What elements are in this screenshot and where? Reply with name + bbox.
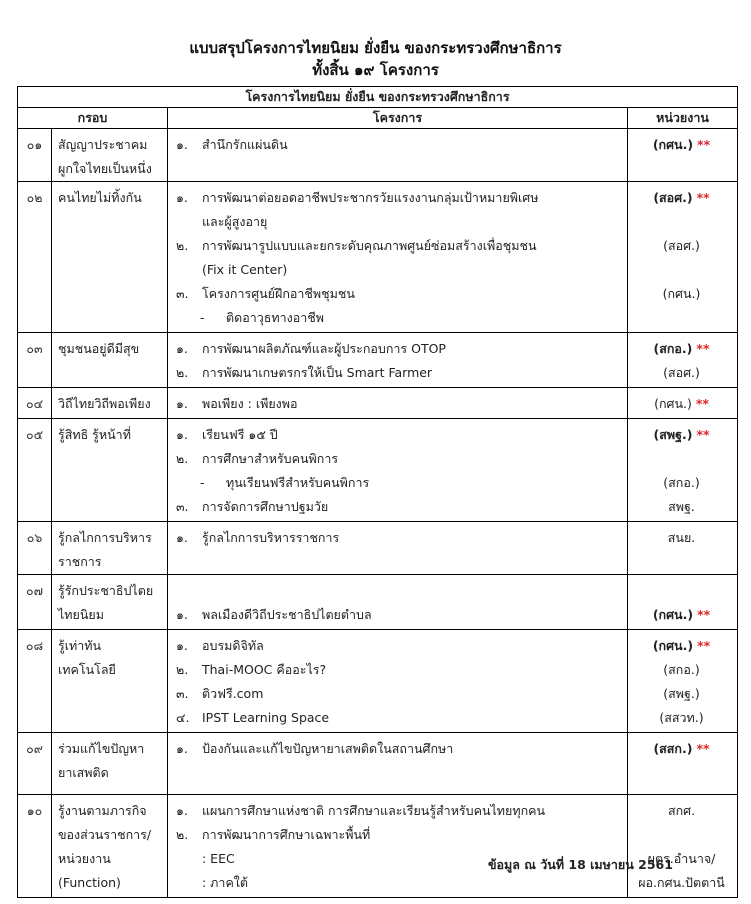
bullet-dash: - bbox=[200, 310, 205, 325]
project-text: เรียนฟรี ๑๕ ปี bbox=[202, 427, 278, 442]
project-line bbox=[176, 526, 623, 550]
agency-line bbox=[632, 186, 731, 210]
project-index: ๒. bbox=[176, 827, 189, 842]
table-row bbox=[18, 733, 738, 795]
priority-marker: ** bbox=[696, 341, 710, 356]
project-cell bbox=[168, 388, 628, 419]
project-line bbox=[176, 603, 623, 627]
header-project: โครงการ bbox=[168, 108, 628, 129]
table-row bbox=[18, 630, 738, 733]
project-text: และผู้สูงอายุ bbox=[202, 214, 268, 229]
project-line bbox=[176, 447, 623, 471]
project-index: ๒. bbox=[176, 238, 189, 253]
agency-name: (สพฐ.) bbox=[653, 427, 693, 442]
group-label: (Function) bbox=[58, 875, 121, 890]
group-cell bbox=[52, 388, 168, 419]
agency-line bbox=[632, 737, 731, 761]
project-index: ๑. bbox=[176, 396, 188, 411]
row-number: ๐๗ bbox=[18, 575, 52, 630]
priority-marker: ** bbox=[695, 396, 709, 411]
project-text: รู้กลไกการบริหารราชการ bbox=[202, 530, 340, 545]
row-number: ๐๙ bbox=[18, 733, 52, 795]
project-line bbox=[176, 706, 623, 730]
agency-line bbox=[632, 579, 731, 603]
agency-line bbox=[632, 423, 731, 447]
project-line bbox=[176, 423, 623, 447]
project-text: การจัดการศึกษาปฐมวัย bbox=[202, 499, 329, 514]
project-line bbox=[176, 258, 623, 282]
agency-name: (สอศ.) bbox=[663, 238, 700, 253]
project-index: ๑. bbox=[176, 341, 188, 356]
header-group: กรอบ bbox=[18, 108, 168, 129]
group-label: รู้กลไกการบริหาร bbox=[58, 530, 152, 545]
agency-line bbox=[632, 337, 731, 361]
table-caption: โครงการไทยนิยม ยั่งยืน ของกระทรวงศึกษาธิการ bbox=[18, 87, 738, 108]
table-row bbox=[18, 522, 738, 575]
table-row bbox=[18, 419, 738, 522]
agency-line bbox=[632, 471, 731, 495]
project-text: (Fix it Center) bbox=[202, 262, 288, 277]
project-index: ๒. bbox=[176, 662, 189, 677]
row-number: ๐๒ bbox=[18, 182, 52, 333]
group-cell bbox=[52, 182, 168, 333]
project-line bbox=[176, 234, 623, 258]
agency-line bbox=[632, 258, 731, 282]
project-text: อบรมดิจิทัล bbox=[202, 638, 264, 653]
project-text: การพัฒนาเกษตรกรให้เป็น Smart Farmer bbox=[202, 365, 433, 380]
agency-name: สนย. bbox=[667, 530, 696, 545]
project-text: สำนึกรักแผ่นดิน bbox=[202, 137, 288, 152]
group-label: รู้สิทธิ รู้หน้าที่ bbox=[58, 427, 131, 442]
project-line bbox=[176, 737, 623, 761]
agency-line bbox=[632, 282, 731, 306]
priority-marker: ** bbox=[697, 137, 711, 152]
agency-cell bbox=[628, 733, 738, 795]
agency-line bbox=[632, 526, 731, 550]
project-line bbox=[176, 799, 623, 823]
document-title: แบบสรุปโครงการไทยนิยม ยั่งยืน ของกระทรวงศึกษาธิการ bbox=[189, 39, 562, 57]
agency-cell bbox=[628, 129, 738, 182]
project-text: : EEC bbox=[202, 851, 235, 866]
agency-line bbox=[632, 306, 731, 330]
project-text: Thai-MOOC คืออะไร? bbox=[202, 662, 327, 677]
agency-cell bbox=[628, 575, 738, 630]
row-number: ๑๐ bbox=[18, 795, 52, 898]
agency-name: ผตร.อำนาจ/ bbox=[647, 851, 716, 866]
agency-name: (กศน.) bbox=[662, 286, 701, 301]
agency-line bbox=[632, 210, 731, 234]
group-cell bbox=[52, 575, 168, 630]
project-line bbox=[176, 658, 623, 682]
project-line bbox=[176, 186, 623, 210]
project-line bbox=[176, 471, 623, 495]
group-label: ของส่วนราชการ/ bbox=[58, 827, 152, 842]
project-index: ๓. bbox=[176, 686, 189, 701]
project-index: ๑. bbox=[176, 803, 188, 818]
agency-name: (สกอ.) bbox=[663, 662, 700, 677]
table-row bbox=[18, 388, 738, 419]
agency-name: (กศน.) bbox=[652, 607, 694, 622]
table-row bbox=[18, 795, 738, 898]
agency-cell bbox=[628, 333, 738, 388]
project-text: ติดอาวุธทางอาชีพ bbox=[226, 310, 325, 325]
agency-name: (สสก.) bbox=[653, 741, 693, 756]
row-number: ๐๓ bbox=[18, 333, 52, 388]
project-cell bbox=[168, 419, 628, 522]
group-label: ร่วมแก้ไขปัญหา bbox=[58, 741, 145, 756]
project-text: แผนการศึกษาแห่งชาติ การศึกษาและเรียนรู้สำหรับคนไทยทุกคน bbox=[202, 803, 546, 818]
agency-cell bbox=[628, 795, 738, 898]
group-label: ไทยนิยม bbox=[58, 607, 104, 622]
group-cell bbox=[52, 419, 168, 522]
project-cell bbox=[168, 129, 628, 182]
group-cell bbox=[52, 129, 168, 182]
table-row bbox=[18, 333, 738, 388]
agency-line bbox=[632, 133, 731, 157]
project-line bbox=[176, 306, 623, 330]
project-cell bbox=[168, 795, 628, 898]
agency-name: (สกอ.) bbox=[653, 341, 693, 356]
project-text: ทุนเรียนฟรีสำหรับคนพิการ bbox=[226, 475, 370, 490]
project-cell bbox=[168, 733, 628, 795]
agency-cell bbox=[628, 630, 738, 733]
project-index: ๑. bbox=[176, 638, 188, 653]
table-body bbox=[18, 129, 738, 898]
agency-line bbox=[632, 823, 731, 847]
group-label: วิถีไทยวิถีพอเพียง bbox=[58, 396, 151, 411]
group-label: คนไทยไม่ทิ้งกัน bbox=[58, 190, 142, 205]
project-text: การพัฒนาผลิตภัณฑ์และผู้ประกอบการ OTOP bbox=[202, 341, 446, 356]
project-index: ๑. bbox=[176, 741, 188, 756]
group-label: สัญญาประชาคม bbox=[58, 137, 148, 152]
row-number: ๐๑ bbox=[18, 129, 52, 182]
priority-marker: ** bbox=[697, 638, 711, 653]
agency-name: (สสวท.) bbox=[659, 710, 704, 725]
project-index: ๑. bbox=[176, 137, 188, 152]
agency-line bbox=[632, 603, 731, 627]
group-cell bbox=[52, 630, 168, 733]
project-line bbox=[176, 210, 623, 234]
agency-line bbox=[632, 495, 731, 519]
group-cell bbox=[52, 733, 168, 795]
project-text: โครงการศูนย์ฝึกอาชีพชุมชน bbox=[202, 286, 355, 301]
project-line bbox=[176, 361, 623, 385]
agency-name: (กศน.) bbox=[652, 137, 694, 152]
project-index: ๓. bbox=[176, 286, 189, 301]
project-cell bbox=[168, 182, 628, 333]
priority-marker: ** bbox=[696, 741, 710, 756]
project-cell bbox=[168, 575, 628, 630]
project-cell bbox=[168, 333, 628, 388]
project-text: การพัฒนารูปแบบและยกระดับคุณภาพศูนย์ซ่อมสร้างเพื่อชุมชน bbox=[202, 238, 537, 253]
agency-line bbox=[632, 799, 731, 823]
table-row bbox=[18, 575, 738, 630]
group-label: หน่วยงาน bbox=[58, 851, 111, 866]
project-line bbox=[176, 392, 623, 416]
row-number: ๐๔ bbox=[18, 388, 52, 419]
group-label: รู้งานตามภารกิจ bbox=[58, 803, 147, 818]
project-line bbox=[176, 682, 623, 706]
project-text: พลเมืองดีวิถีประชาธิปไตยตำบล bbox=[202, 607, 372, 622]
group-label: รู้เท่าทัน bbox=[58, 638, 102, 653]
project-text: การพัฒนาต่อยอดอาชีพประชากรวัยแรงงานกลุ่มเป้าหมายพิเศษ bbox=[202, 190, 539, 205]
project-index: ๓. bbox=[176, 499, 189, 514]
project-index: ๑. bbox=[176, 190, 188, 205]
agency-name: (สอศ.) bbox=[663, 365, 700, 380]
project-text: : ภาคใต้ bbox=[202, 875, 249, 890]
agency-line bbox=[632, 234, 731, 258]
agency-name: สพฐ. bbox=[668, 499, 695, 514]
group-cell bbox=[52, 795, 168, 898]
group-label: ผูกใจไทยเป็นหนึ่ง bbox=[58, 161, 152, 176]
project-index: ๑. bbox=[176, 530, 188, 545]
agency-line bbox=[632, 658, 731, 682]
agency-line bbox=[632, 634, 731, 658]
project-text: การพัฒนาการศึกษาเฉพาะพื้นที่ bbox=[202, 827, 371, 842]
agency-name: (สพฐ.) bbox=[663, 686, 700, 701]
agency-name: (สกอ.) bbox=[663, 475, 700, 490]
agency-name: สกศ. bbox=[667, 803, 696, 818]
agency-line bbox=[632, 447, 731, 471]
project-index: ๑. bbox=[176, 607, 188, 622]
project-index: ๔. bbox=[176, 710, 190, 725]
project-line bbox=[176, 823, 623, 847]
group-label: เทคโนโลยี bbox=[58, 662, 116, 677]
project-text: ติวฟรี.com bbox=[202, 686, 264, 701]
agency-cell bbox=[628, 388, 738, 419]
project-index: ๒. bbox=[176, 451, 189, 466]
group-label: ชุมชนอยู่ดีมีสุข bbox=[58, 341, 140, 356]
agency-line bbox=[632, 682, 731, 706]
agency-name: (กศน.) bbox=[654, 396, 692, 411]
agency-cell bbox=[628, 182, 738, 333]
project-line bbox=[176, 282, 623, 306]
agency-name: (กศน.) bbox=[652, 638, 694, 653]
project-line bbox=[176, 133, 623, 157]
project-index: ๑. bbox=[176, 427, 188, 442]
project-cell bbox=[168, 522, 628, 575]
agency-line bbox=[632, 706, 731, 730]
agency-name: (สอศ.) bbox=[653, 190, 693, 205]
table-row bbox=[18, 129, 738, 182]
document-subtitle: ทั้งสิ้น ๑๙ โครงการ bbox=[312, 61, 439, 79]
group-label: ราชการ bbox=[58, 554, 102, 569]
project-line bbox=[176, 579, 623, 603]
project-line bbox=[176, 634, 623, 658]
projects-table bbox=[17, 86, 738, 898]
group-cell bbox=[52, 522, 168, 575]
project-line bbox=[176, 495, 623, 519]
group-label: ยาเสพติด bbox=[58, 765, 109, 780]
project-text: การศึกษาสำหรับคนพิการ bbox=[202, 451, 339, 466]
row-number: ๐๕ bbox=[18, 419, 52, 522]
agency-cell bbox=[628, 522, 738, 575]
group-label: รู้รักประชาธิปไตย bbox=[58, 583, 154, 598]
agency-line bbox=[632, 392, 731, 416]
project-text: ป้องกันและแก้ไขปัญหายาเสพติดในสถานศึกษา bbox=[202, 741, 454, 756]
header-agency: หน่วยงาน bbox=[628, 108, 738, 129]
project-cell bbox=[168, 630, 628, 733]
row-number: ๐๖ bbox=[18, 522, 52, 575]
table-row bbox=[18, 182, 738, 333]
group-cell bbox=[52, 333, 168, 388]
agency-cell bbox=[628, 419, 738, 522]
priority-marker: ** bbox=[696, 190, 710, 205]
row-number: ๐๘ bbox=[18, 630, 52, 733]
bullet-dash: - bbox=[200, 475, 205, 490]
priority-marker: ** bbox=[696, 427, 710, 442]
project-text: IPST Learning Space bbox=[202, 710, 330, 725]
project-index: ๒. bbox=[176, 365, 189, 380]
agency-name: ผอ.กศน.ปัตตานี bbox=[638, 875, 725, 890]
priority-marker: ** bbox=[697, 607, 711, 622]
agency-line bbox=[632, 361, 731, 385]
project-text: พอเพียง : เพียงพอ bbox=[202, 396, 298, 411]
project-line bbox=[176, 337, 623, 361]
data-date-note: ข้อมูล ณ วันที่ 18 เมษายน 2561 bbox=[488, 857, 673, 872]
